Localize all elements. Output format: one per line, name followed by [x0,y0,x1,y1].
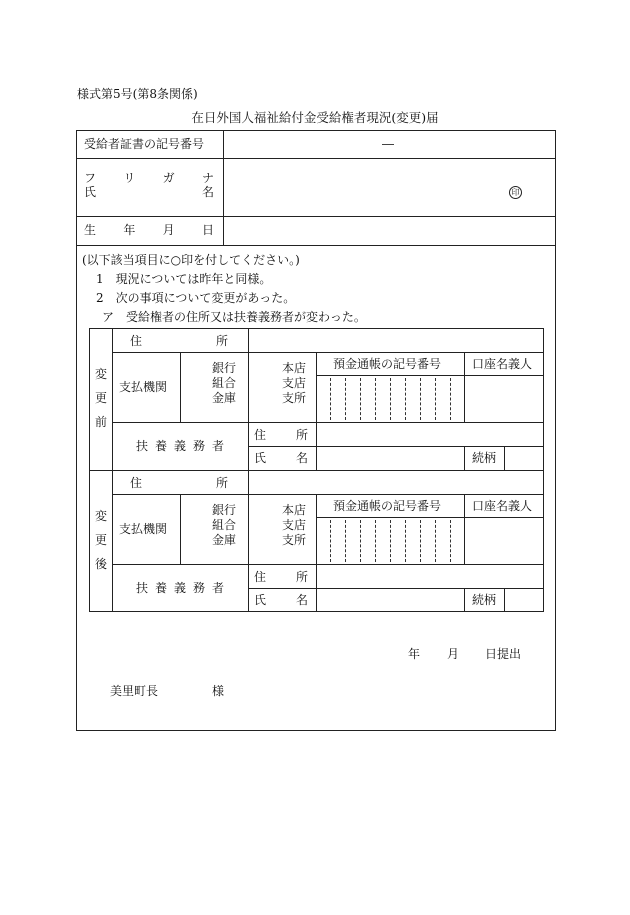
item-2-text: 2 次の事項について変更があった。 [96,291,296,305]
before-dep-name-label: 氏 名 [254,451,308,465]
item-1-text: 1 現況については昨年と同様。 [96,272,272,286]
honorific-sama: 様 [212,684,225,698]
before-account-number-label: 預金通帳の記号番号 [333,357,442,371]
after-relation-label: 続柄 [472,593,497,607]
after-dep-name-label: 氏 名 [254,593,308,607]
form-number: 様式第5号(第8条関係) [77,87,198,101]
section-before-label: 変 更 前 [94,367,107,429]
before-dependent-label: 扶 養 義 務 者 [136,439,224,453]
instruction-text: (以下該当項目に○印を付してください。) [82,253,300,267]
before-bank-types: 銀行 組合 金庫 [212,361,237,405]
before-address-label: 住 所 [130,334,228,348]
after-address-label: 住 所 [130,476,228,490]
cert-number-label: 受給者証書の記号番号 [84,137,205,151]
before-relation-label: 続柄 [472,451,497,465]
furigana-label: フ リ ガ ナ [84,171,214,185]
name-label: 氏 名 [84,185,214,199]
after-dependent-label: 扶 養 義 務 者 [136,581,224,595]
date-day-submitted-label: 日提出 [485,647,522,661]
section-after-label: 変 更 後 [94,509,107,571]
birth-date-label: 生 年 月 日 [84,223,214,237]
cert-number-value: ― [382,137,394,151]
item-a-text: ア 受給権者の住所又は扶養義務者が変わった。 [102,310,366,324]
name-input-area[interactable] [224,159,555,215]
after-pay-org-label: 支払機関 [119,522,168,536]
before-pay-org-label: 支払機関 [119,380,168,394]
before-branch-types: 本店 支店 支所 [282,361,307,405]
after-dep-address-label: 住 所 [254,570,308,584]
after-bank-types: 銀行 組合 金庫 [212,503,237,547]
before-dep-address-label: 住 所 [254,428,308,442]
after-account-number-label: 預金通帳の記号番号 [333,499,442,513]
mayor-label: 美里町長 [110,684,159,698]
seal-mark: 印 [509,186,522,199]
after-account-holder-label: 口座名義人 [472,499,533,513]
date-month-label: 月 [447,647,460,661]
after-branch-types: 本店 支店 支所 [282,503,307,547]
date-year-label: 年 [408,647,421,661]
form-title: 在日外国人福祉給付金受給権者現況(変更)届 [191,110,439,125]
birth-date-input[interactable] [224,217,555,244]
before-account-holder-label: 口座名義人 [472,357,533,371]
